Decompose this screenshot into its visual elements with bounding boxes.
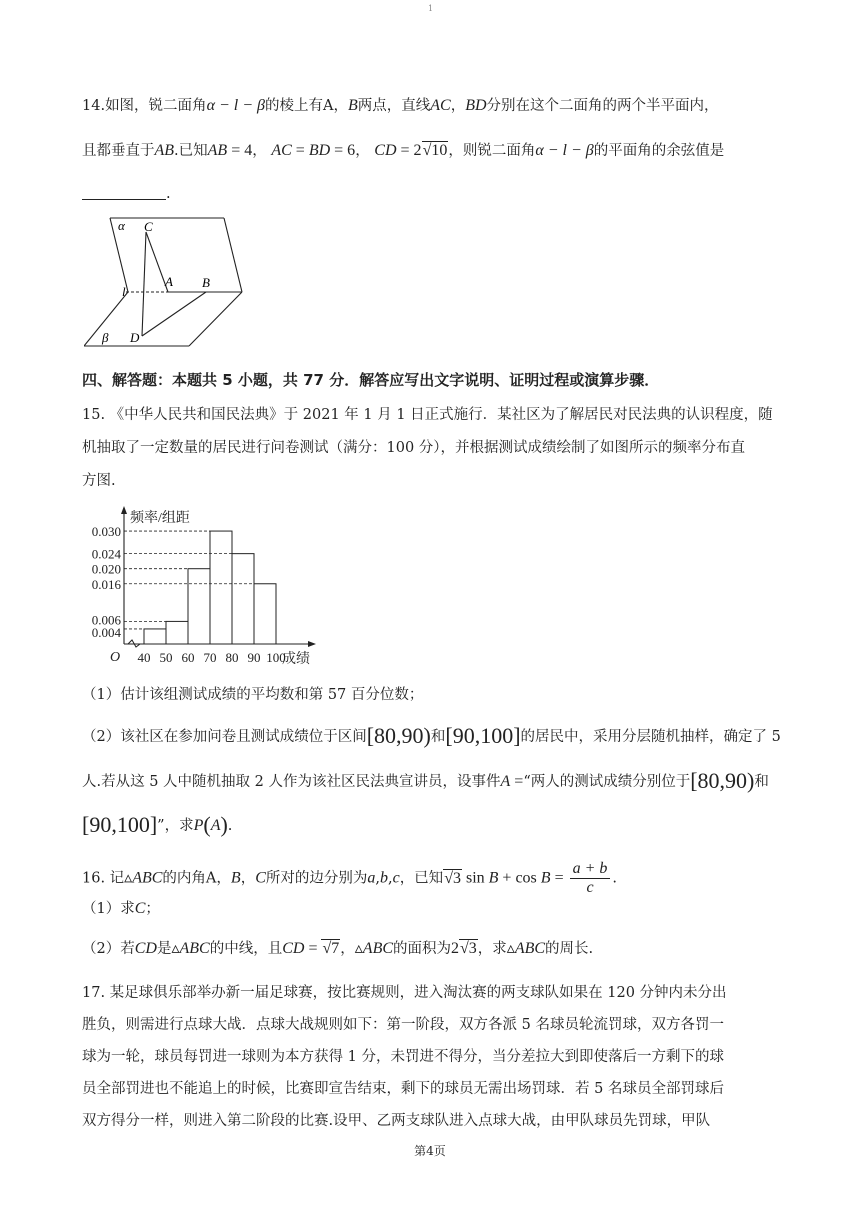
plane-alpha-right-edge bbox=[224, 218, 242, 292]
q15-line2: 机抽取了一定数量的居民进行问卷测试（满分：100 分），并根据测试成绩绘制了如图所示的频率分布直 bbox=[82, 440, 746, 456]
y-tick-label: 0.016 bbox=[91, 576, 121, 592]
q17-line2: 胜负，则需进行点球大战．点球大战规则如下：第一阶段，双方各派 5 名球员轮流罚球，双方各罚一 bbox=[82, 1017, 724, 1033]
q15-line3: 方图. bbox=[82, 473, 116, 489]
x-tick-label: 60 bbox=[181, 650, 195, 665]
histogram-bar bbox=[144, 629, 166, 644]
label-A: A bbox=[165, 274, 173, 289]
q14-line2: 且都垂直于AB.已知AB = 4， AC = BD = 6， CD = 2√10，则锐二面角α − l − β的平面角的余弦值是 bbox=[82, 142, 725, 159]
histogram-bar bbox=[188, 569, 210, 644]
text: ，则锐二面角 bbox=[448, 143, 536, 159]
label-C: C bbox=[144, 219, 153, 234]
fraction-a-plus-b-over-c: $\frac{a + b}{c}$ bbox=[570, 860, 611, 897]
y-tick-label: 0.024 bbox=[91, 546, 121, 562]
text: 两点，直线 bbox=[357, 98, 431, 114]
text: 分别在这个二面角的两个半平面内， bbox=[486, 98, 719, 114]
q16-line1: 16. 记▵ABC的内角A，B，C所对的边分别为a,b,c，已知√3 sin B + cos B = $\frac{a + b}{c}$ . bbox=[82, 860, 617, 896]
page-mark: 1 bbox=[428, 4, 434, 13]
question-number: 14. bbox=[82, 98, 106, 114]
q17-line5: 双方得分一样，则进入第二阶段的比赛.设甲、乙两支球队进入点球大战，由甲队球员先罚球，甲队 bbox=[82, 1113, 711, 1129]
section-heading: 四、解答题：本题共 5 小题，共 77 分．解答应写出文字说明、证明过程或演算步骤． bbox=[82, 371, 660, 389]
interval-80-90: [80,90) bbox=[366, 723, 431, 748]
q17-line1: 17. 某足球俱乐部举办新一届足球赛，按比赛规则，进入淘汰赛的两支球队如果在 120 分钟内未分出 bbox=[82, 985, 727, 1001]
answer-blank bbox=[82, 185, 166, 200]
histogram-bar bbox=[166, 621, 188, 644]
page-footer: 第4页 bbox=[414, 1144, 446, 1158]
text: 如图，锐二面角 bbox=[105, 98, 207, 114]
text: 且都垂直于 bbox=[82, 143, 155, 159]
x-tick-label: 40 bbox=[137, 650, 151, 665]
q14-line1: 14.如图，锐二面角α − l − β的棱上有A，B两点，直线AC，BD分别在这个二面角的两个半平面内， bbox=[82, 97, 719, 114]
frequency-histogram bbox=[76, 502, 326, 672]
q15-sub2-line2: 人.若从这 5 人中随机抽取 2 人作为该社区民法典宣讲员，设事件A =“两人的测试成绩分别位于[80,90)和 bbox=[82, 768, 769, 793]
y-axis-title: 频率/组距 bbox=[130, 511, 190, 526]
x-tick-label: 80 bbox=[225, 650, 239, 665]
y-axis-arrow bbox=[121, 506, 127, 514]
dihedral-figure bbox=[84, 212, 249, 352]
histogram-bar bbox=[232, 554, 254, 644]
label-l: l bbox=[122, 284, 126, 299]
x-tick-label: 100 bbox=[266, 650, 286, 665]
histogram-bar bbox=[210, 531, 232, 644]
q14-answer-line: . bbox=[82, 183, 171, 205]
q15-line1: 15. 《中华人民共和国民法典》于 2021 年 1 月 1 日正式施行．某社区为了解居民对民法典的认识程度，随 bbox=[82, 407, 773, 423]
label-alpha: α bbox=[118, 218, 125, 233]
y-tick-label: 0.004 bbox=[91, 624, 121, 640]
q16-sub1: （1）求C； bbox=[82, 900, 160, 917]
segment-DB bbox=[142, 292, 206, 336]
text: 的平面角的余弦值是 bbox=[593, 143, 725, 159]
q15-sub2-line1: （2）该社区在参加问卷且测试成绩位于区间[80,90)和[90,100]的居民中，采用分层随机抽样，确定了 5 bbox=[82, 723, 781, 748]
label-B: B bbox=[202, 275, 210, 290]
label-beta: β bbox=[102, 330, 109, 345]
x-axis-arrow bbox=[308, 641, 316, 647]
q17-line4: 员全部罚进也不能追上的时候，比赛即宣告结束，剩下的球员无需出场罚球．若 5 名球员全部罚球后 bbox=[82, 1081, 724, 1097]
text: .已知 bbox=[174, 143, 208, 159]
y-tick-label: 0.030 bbox=[91, 524, 121, 540]
label-D: D bbox=[130, 330, 140, 345]
x-tick-label: 70 bbox=[203, 650, 217, 665]
histogram-bar bbox=[254, 584, 276, 644]
x-tick-label: 50 bbox=[159, 650, 173, 665]
segment-CD bbox=[142, 232, 146, 336]
y-tick-label: 0.006 bbox=[91, 612, 121, 628]
interval-90-100: [90,100] bbox=[445, 723, 521, 748]
origin-label: O bbox=[110, 650, 121, 665]
plane-beta-right-edge bbox=[189, 292, 242, 346]
q15-sub2-line3: [90,100]”，求P(A). bbox=[82, 812, 233, 837]
q17-line3: 球为一轮，球员每罚进一球则为本方获得 1 分，未罚进不得分，当分差拉大到即使落后一方剩下的球 bbox=[82, 1049, 724, 1065]
q15-sub1: （1）估计该组测试成绩的平均数和第 57 百分位数； bbox=[82, 687, 424, 703]
x-tick-label: 90 bbox=[247, 650, 261, 665]
x-axis-title: 成绩 bbox=[282, 652, 310, 667]
y-tick-label: 0.020 bbox=[91, 561, 121, 577]
q16-sub2: （2）若CD是▵ABC的中线，且CD = √7，▵ABC的面积为2√3，求▵ABC的周长. bbox=[82, 940, 594, 957]
text: 的棱上有A， bbox=[264, 98, 348, 114]
